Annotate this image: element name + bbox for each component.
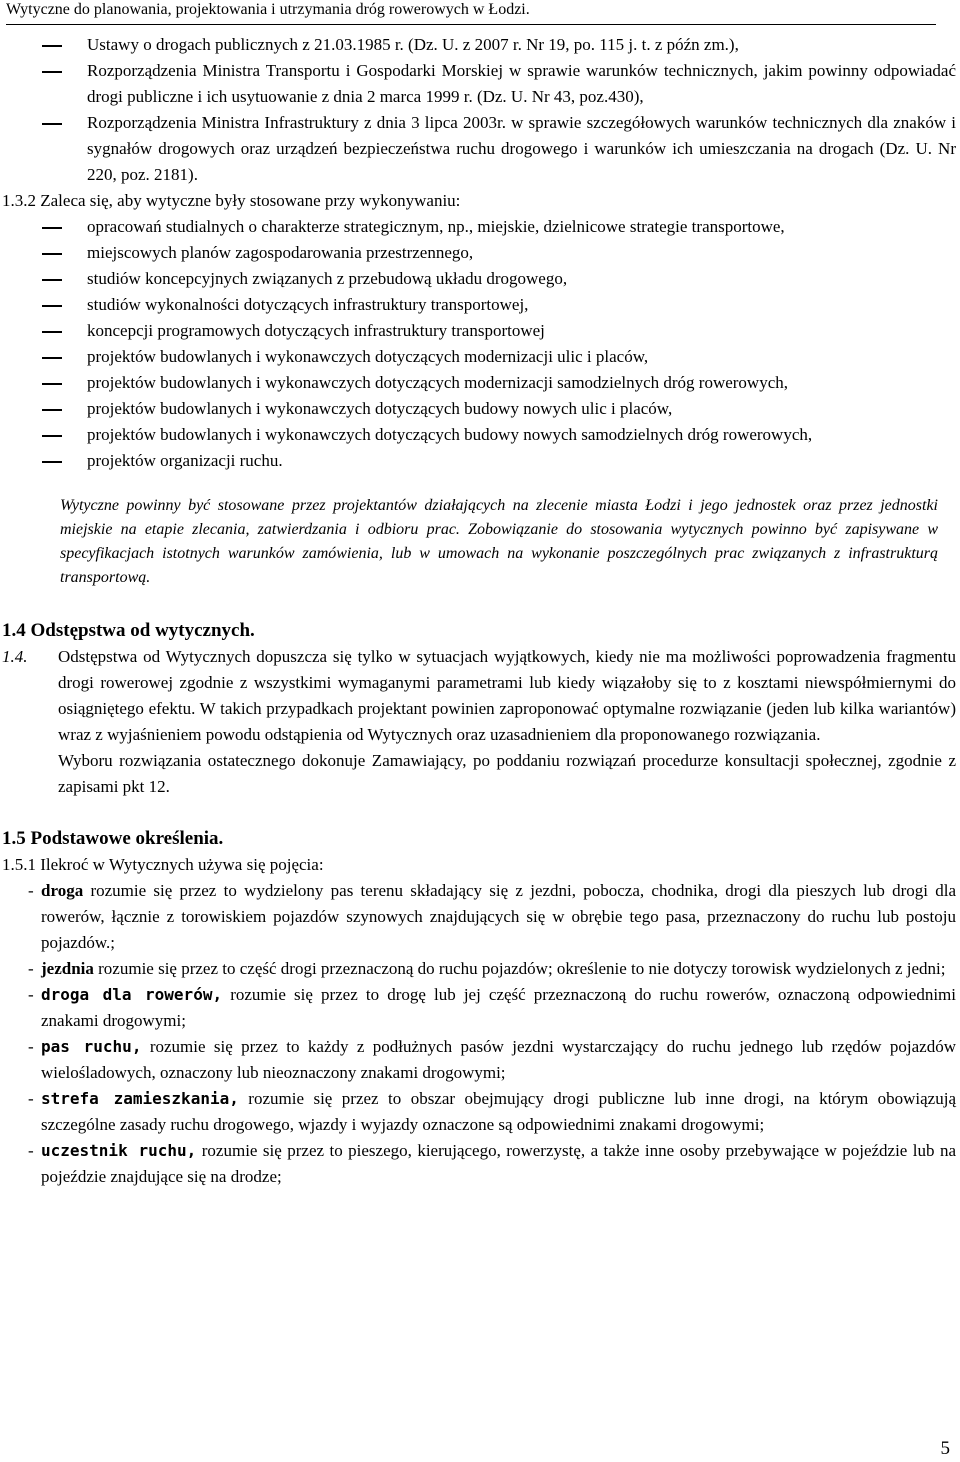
definition-term: jezdnia [41,959,94,978]
list-item: opracowań studialnych o charakterze strategicznym, np., miejskie, dzielnicowe strategie transportowe, [87,217,785,236]
definition-item: - strefa zamieszkania, rozumie się przez to obszar obejmujący drogi publiczne lub inne drogi, na którym obowiązują szczególne zasady ruchu drogowego, wjazdy i wyjazdy oznaczone są odpowiednimi znakami drogowymi; [28,1089,956,1134]
list-item: projektów budowlanych i wykonawczych dotyczących budowy nowych samodzielnych dróg rowerowych, [87,425,813,444]
list-item: projektów budowlanych i wykonawczych dotyczących modernizacji ulic i placów, [87,347,649,366]
list-item: miejscowych planów zagospodarowania przestrzennego, [87,243,474,262]
definition-item: - uczestnik ruchu, rozumie się przez to pieszego, kierującego, rowerzystę, a także inne osoby przebywające w pojeździe lub na pojeździe znajdujące się na drodze; [28,1141,957,1186]
definition-item: - droga dla rowerów, rozumie się przez to drogę lub jej część przeznaczoną do ruchu rowerów, oznaczoną odpowiednimi znakami drogowymi; [28,985,956,1030]
list-item: Rozporządzenia Ministra Infrastruktury z dnia 3 lipca 2003r. w sprawie szczegółowych warunków technicznych dla znaków i sygnałów drogowych oraz urządzeń bezpieczeństwa ruchu drogowego i warunków ich umieszczania na drogach (Dz. U. Nr 220, poz. 2181). [87,113,956,184]
definition-term: strefa zamieszkania, [41,1089,239,1108]
definition-item: - pas ruchu, rozumie się przez to każdy z podłużnych pasów jezdni wystarczający do ruchu jednego lub rzędów pojazdów wielośladowych, oznaczony lub nieoznaczony znakami drogowymi; [28,1037,956,1082]
definition-item: - droga rozumie się przez to wydzielony pas terenu składający się z jezdni, pobocza, chodnika, drogi dla pieszych lub drogi dla rowerów, łącznie z torowiskiem pojazdów szynowych znajdujących się w obrębie tego pasa, przeznaczony do ruchu lub postoju pojazdów.; [28,881,956,952]
section-132-intro: 1.3.2 Zaleca się, aby wytyczne były stosowane przy wykonywaniu: [2,191,461,210]
italic-note: Wytyczne powinny być stosowane przez projektantów działających na zlecenie miasta Łodzi i jego jednostek oraz przez jednostki miejskie na etapie zlecania, zatwierdzania i odbioru prac. Zobowiązanie do stosowania wytycznych powinno być zapisywane w specyfikacjach istotnych warunków zamówienia, lub w umowach na wykonanie poszczególnych prac związanych z infrastrukturą transportową. [60,497,938,586]
definition-term: pas ruchu, [41,1037,142,1056]
definition-term: droga [41,881,84,900]
definition-term: uczestnik ruchu, [41,1141,197,1160]
section-151-intro: 1.5.1 Ilekroć w Wytycznych używa się pojęcia: [2,855,324,874]
page-number: 5 [940,1438,950,1459]
list-item: Ustawy o drogach publicznych z 21.03.1985 r. (Dz. U. z 2007 r. Nr 19, po. 115 j. t. z późn zm.), [87,35,739,54]
section-15-heading: 1.5 Podstawowe określenia. [2,828,224,849]
list-item: studiów wykonalności dotyczących infrastruktury transportowej, [87,295,529,314]
page-body [0,32,960,1190]
definition-term: droga dla rowerów, [41,985,223,1004]
section-14-paragraph [0,644,960,748]
applications-list [0,214,960,474]
list-item: Rozporządzenia Ministra Transportu i Gospodarki Morskiej w sprawie warunków technicznych, jakim powinny odpowiadać drogi publiczne i ich usytuowanie z dnia 2 marca 1999 r. (Dz. U. Nr 43, poz.430), [87,61,956,106]
section-14-text-2: Wyboru rozwiązania ostatecznego dokonuje Zamawiający, po poddaniu rozwiązań procedurze konsultacji społecznej, zgodnie z zapisami pkt 12. [58,751,956,796]
section-14-paragraph-2 [0,748,960,800]
list-item: projektów organizacji ruchu. [87,451,283,470]
page-header [6,0,936,25]
section-14-text: Odstępstwa od Wytycznych dopuszcza się tylko w sytuacjach wyjątkowych, kiedy nie ma możliwości poprowadzenia fragmentu drogi rowerowej zgodnie z wszystkimi wymaganymi parametrami lub kiedy wiązałoby się to z kosztami niewspółmiernymi do osiągniętego efektu. W takich przypadkach projektant powinien zaproponować optymalne rozwiązanie (jeden lub kilka wariantów) wraz z wyjaśnieniem powodu odstąpienia od Wytycznych oraz uzasadnieniem dla proponowanego rozwiązania. [58,647,956,744]
section-14-heading: 1.4 Odstępstwa od wytycznych. [2,620,255,641]
legal-acts-list [0,32,960,188]
list-item: koncepcji programowych dotyczących infrastruktury transportowej [87,321,545,340]
definition-item: - jezdnia rozumie się przez to część drogi przeznaczoną do ruchu pojazdów; określenie to nie dotyczy torowisk wydzielonych z jedni; [28,959,946,978]
list-item: projektów budowlanych i wykonawczych dotyczących budowy nowych ulic i placów, [87,399,673,418]
definitions-list [0,878,960,1190]
section-14-number: 1.4. [2,647,28,666]
header-title: Wytyczne do planowania, projektowania i utrzymania dróg rowerowych w Łodzi. [6,1,530,18]
list-item: projektów budowlanych i wykonawczych dotyczących modernizacji samodzielnych dróg rowerowych, [87,373,789,392]
list-item: studiów koncepcyjnych związanych z przebudową układu drogowego, [87,269,568,288]
